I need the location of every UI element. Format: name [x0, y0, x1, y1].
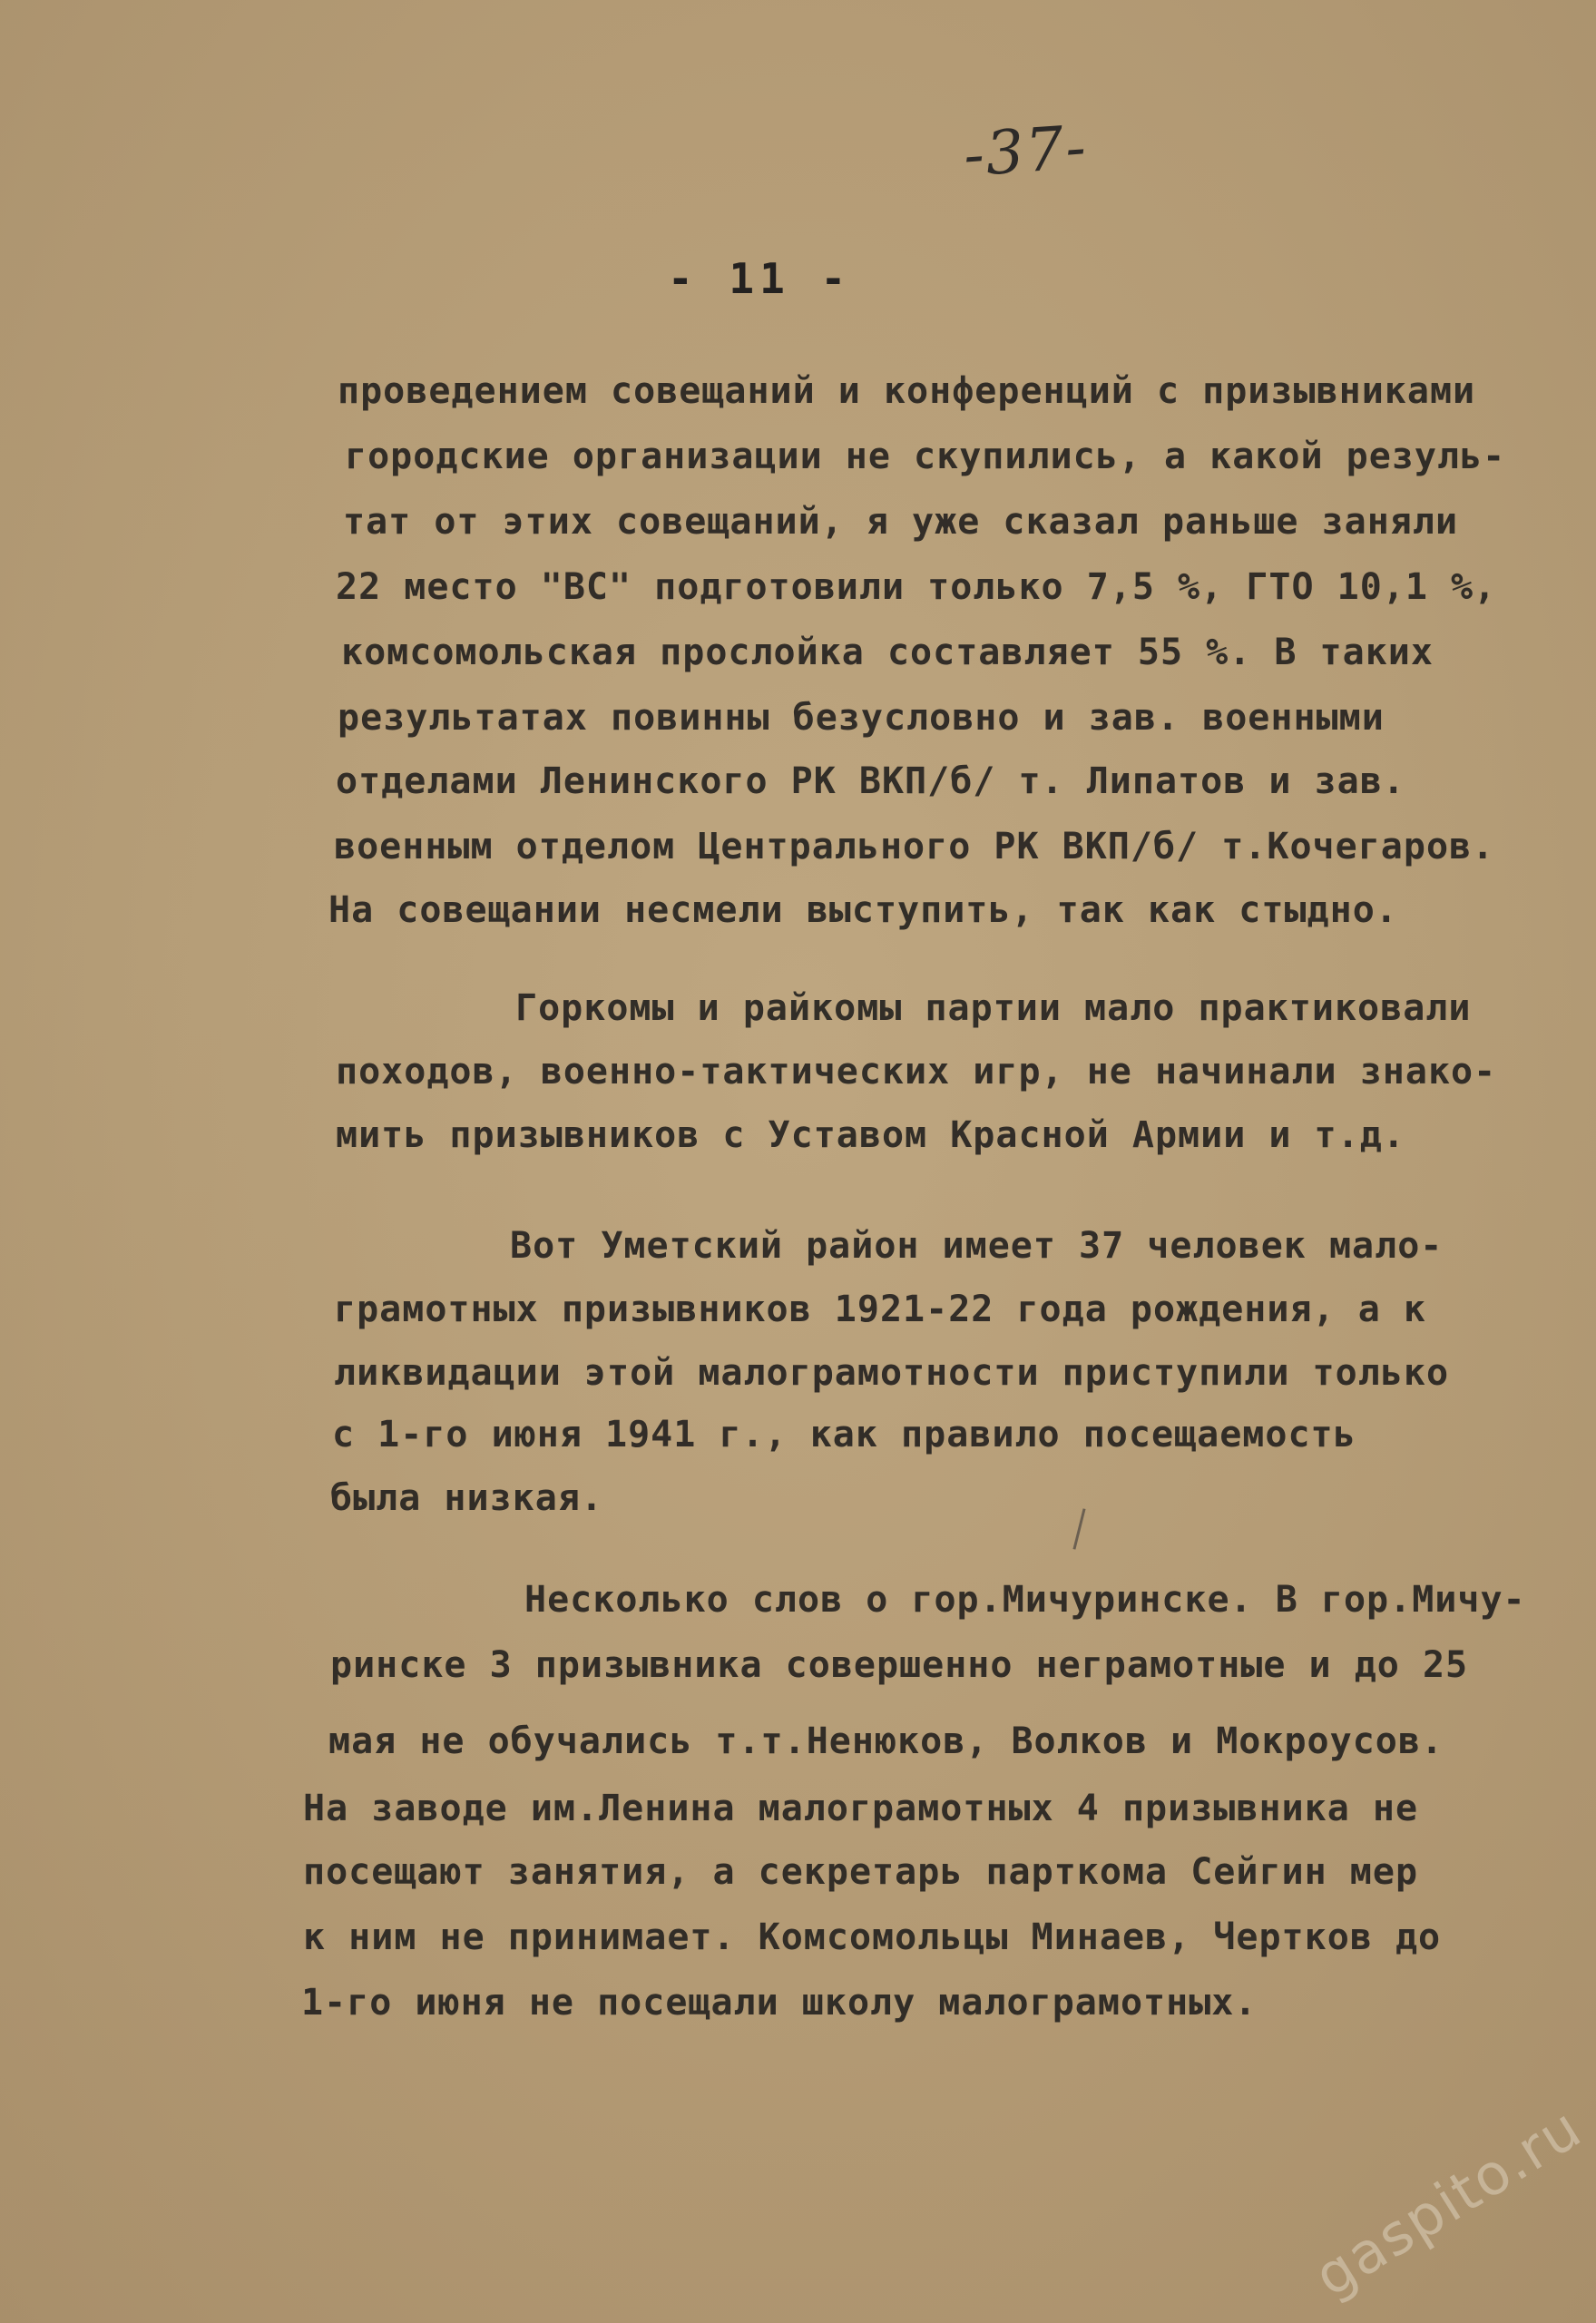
text-line: отделами Ленинского РК ВКП/б/ т. Липатов и зав.: [336, 760, 1405, 802]
text-line: была низкая.: [330, 1477, 603, 1519]
text-line: ринске 3 призывника совершенно неграмотные и до 25: [330, 1644, 1469, 1686]
text-line: На совещании несмели выступить, так как стыдно.: [328, 889, 1398, 931]
text-line: 1-го июня не посещали школу малограмотных.: [301, 1982, 1258, 2024]
text-line: Вот Уметский район имеет 37 человек мало-: [510, 1225, 1444, 1267]
text-line: мить призывников с Уставом Красной Армии и т.д.: [336, 1114, 1405, 1156]
watermark: gaspito.ru: [1302, 2093, 1594, 2310]
text-line: тат от этих совещаний, я уже сказал раньше заняли: [343, 501, 1459, 543]
text-line: ликвидации этой малограмотности приступили только: [334, 1352, 1450, 1394]
text-line: Несколько слов о гор.Мичуринске. В гор.Мичу-: [524, 1579, 1526, 1621]
text-line: посещают занятия, а секретарь парткома Сейгин мер: [303, 1851, 1419, 1893]
text-line: городские организации не скупились, а какой резуль-: [345, 436, 1506, 477]
text-line: результатах повинны безусловно и зав. военными: [338, 697, 1385, 739]
text-line: Горкомы и райкомы партии мало практиковали: [515, 987, 1472, 1029]
text-line: комсомольская прослойка составляет 55 %. В таких: [341, 632, 1434, 673]
text-line: На заводе им.Ленина малограмотных 4 призывника не: [303, 1788, 1419, 1829]
text-line: с 1-го июня 1941 г., как правило посещаемость: [332, 1414, 1356, 1456]
page-number: - 11 -: [668, 254, 852, 303]
text-line: мая не обучались т.т.Ненюков, Волков и Мокроусов.: [328, 1720, 1444, 1762]
text-line: проведением совещаний и конференций с призывниками: [338, 370, 1476, 412]
text-line: грамотных призывников 1921-22 года рождения, а к: [334, 1289, 1426, 1330]
text-line: 22 место "ВС" подготовили только 7,5 %, ГТО 10,1 %,: [336, 566, 1497, 608]
archive-page-number: -37-: [961, 112, 1091, 191]
text-line: к ним не принимает. Комсомольцы Минаев, Чертков до: [303, 1916, 1442, 1958]
text-line: походов, военно-тактических игр, не начинали знако-: [336, 1051, 1497, 1093]
pencil-mark: [1072, 1508, 1085, 1549]
text-line: военным отделом Центрального РК ВКП/б/ т.Кочегаров.: [334, 826, 1495, 867]
